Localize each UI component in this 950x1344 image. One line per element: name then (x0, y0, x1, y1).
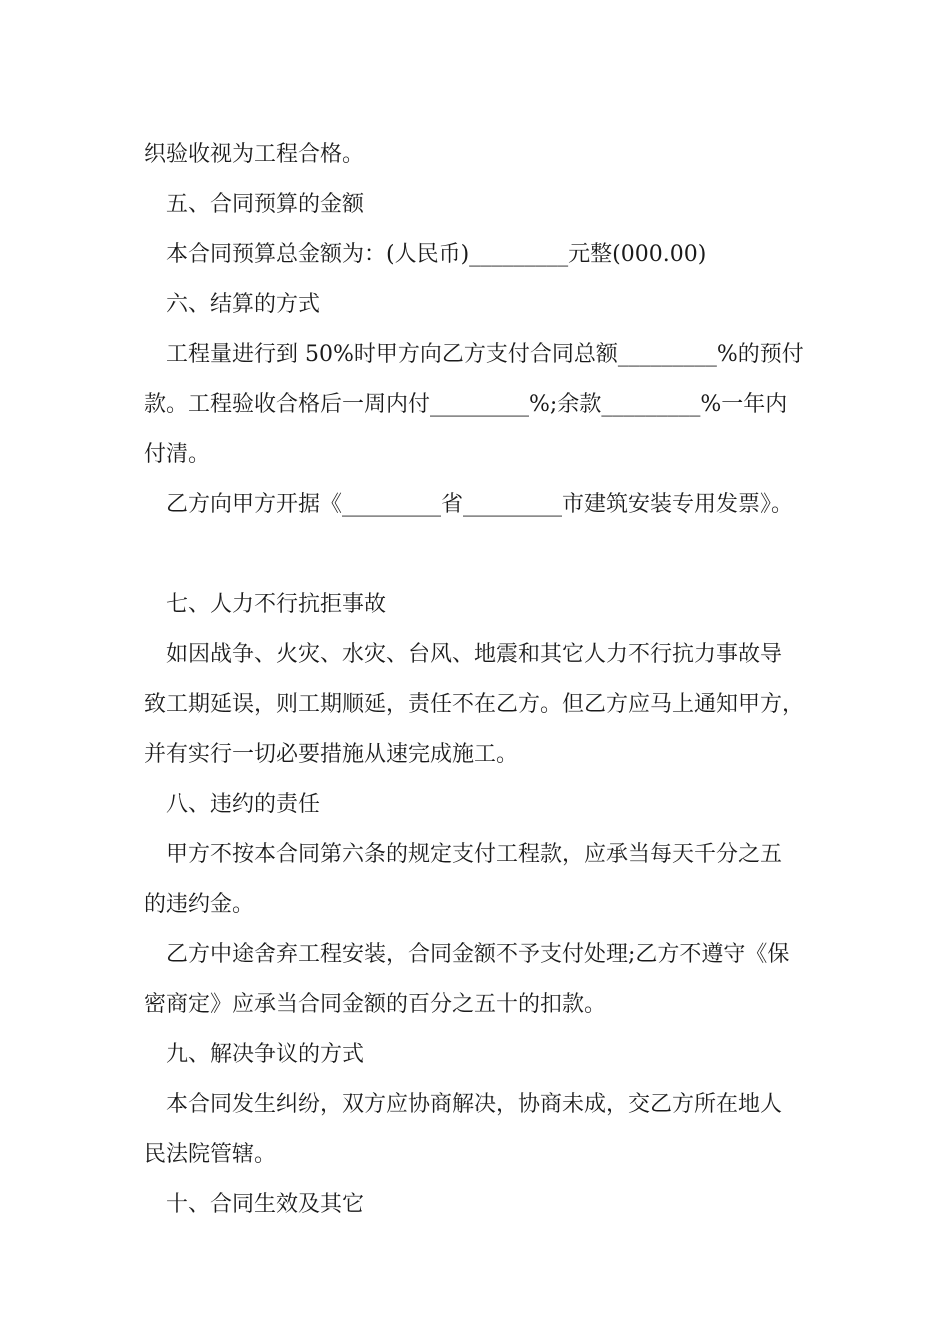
section-heading: 八、违约的责任 (166, 792, 321, 817)
text-line: 致工期延误，则工期顺延，责任不在乙方。但乙方应马上通知甲方， (144, 692, 805, 717)
section-heading: 六、结算的方式 (166, 292, 321, 317)
text-line: 的违约金。 (144, 892, 255, 917)
text-line: 工程量进行到 50%时甲方向乙方支付合同总额_________%的预付 (166, 342, 804, 367)
section-heading: 十、合同生效及其它 (166, 1192, 365, 1217)
text-line: 密商定》应承当合同金额的百分之五十的扣款。 (144, 992, 607, 1017)
section-heading: 五、合同预算的金额 (166, 192, 365, 217)
text-line: 织验收视为工程合格。 (144, 142, 365, 167)
text-line: 民法院管辖。 (144, 1142, 277, 1167)
section-heading: 七、人力不行抗拒事故 (166, 592, 387, 617)
text-line: 乙方向甲方开据《_________省_________市建筑安装专用发票》。 (166, 492, 794, 517)
blank-line (144, 530, 824, 580)
text-line: 款。工程验收合格后一周内付_________%;余款_________%一年内 (144, 392, 788, 417)
text-line: 本合同发生纠纷，双方应协商解决，协商未成，交乙方所在地人 (166, 1092, 783, 1117)
section-heading: 九、解决争议的方式 (166, 1042, 365, 1067)
text-line: 本合同预算总金额为：(人民币)_________元整(000.00) (166, 242, 707, 267)
text-line: 并有实行一切必要措施从速完成施工。 (144, 742, 519, 767)
text-line: 甲方不按本合同第六条的规定支付工程款，应承当每天千分之五 (166, 842, 783, 867)
text-line: 如因战争、火灾、水灾、台风、地震和其它人力不行抗力事故导 (166, 642, 783, 667)
document-body (144, 130, 824, 1230)
text-line: 付清。 (144, 442, 211, 467)
text-line: 乙方中途舍弃工程安装，合同金额不予支付处理;乙方不遵守《保 (166, 942, 790, 967)
